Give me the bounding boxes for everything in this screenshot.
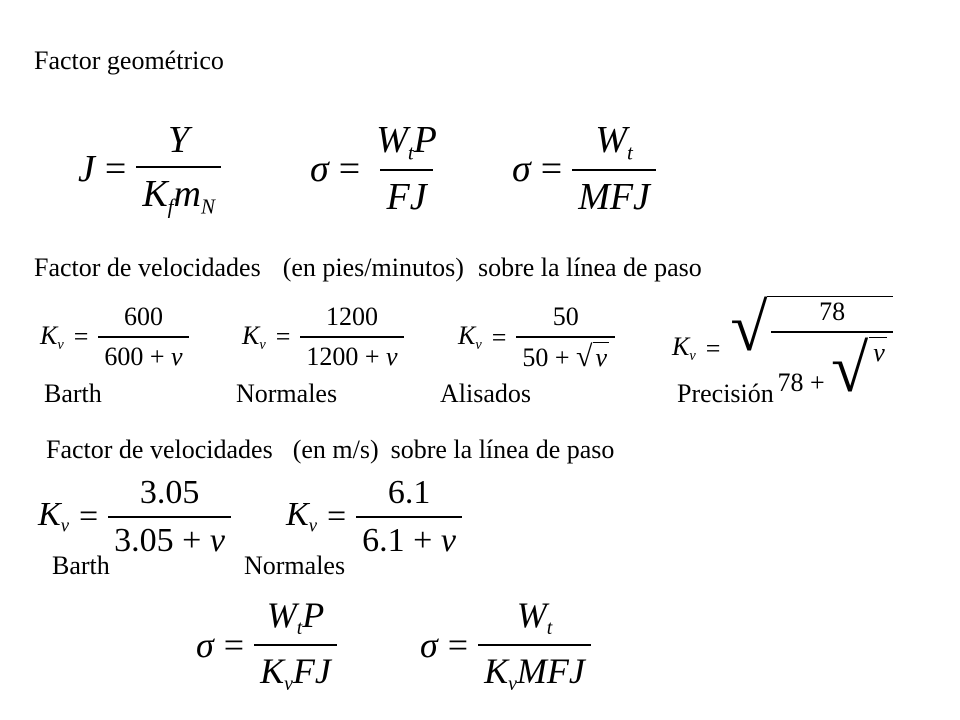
label-barth-ms: Barth xyxy=(52,551,110,580)
heading-velocity-ft-prefix: Factor de velocidades xyxy=(34,253,261,282)
alisados-ft-constant-den: 50 xyxy=(522,343,549,372)
alisados-ft-constant-num: 50 xyxy=(552,302,579,331)
normales-ft-constant-num: 1200 xyxy=(325,302,378,331)
equation-kv-normales-ft: $K_v$ = $\frac{1200}{1200 + v}$ xyxy=(242,302,404,372)
barth-ft-constant-den: 600 xyxy=(104,342,144,371)
heading-velocity-ft-suffix: sobre la línea de paso xyxy=(477,253,702,282)
heading-velocity-ms-units: (en m/s) xyxy=(292,435,379,464)
normales-ms-constant-den: 6.1 xyxy=(362,522,405,559)
label-precision-ft: Precisión xyxy=(677,379,774,408)
heading-velocity-ms-prefix: Factor de velocidades xyxy=(46,435,273,464)
equation-kv-normales-ms: $K_v$ = $\frac{6.1}{6.1 + v}$ xyxy=(286,474,462,560)
equation-sigma-wtp-fj: σ = $\frac{W_tP}{FJ}$ xyxy=(310,119,437,219)
equation-j: J = $\frac{Y}{K_fm_N}$ xyxy=(78,118,221,219)
normales-ft-constant-den: 1200 xyxy=(306,342,359,371)
barth-ms-constant-den: 3.05 xyxy=(114,522,174,559)
heading-velocity-ft xyxy=(34,255,702,281)
normales-ms-constant-num: 6.1 xyxy=(387,474,431,511)
label-barth-ft: Barth xyxy=(44,379,102,408)
precision-ft-constant-num: 78 xyxy=(819,297,846,326)
equation-kv-barth-ms: $K_v$ = $\frac{3.05}{3.05 + v}$ xyxy=(38,474,231,560)
precision-ft-constant-den: 78 xyxy=(777,368,804,397)
heading-velocity-ft-units: (en pies/minutos) xyxy=(282,253,464,282)
equation-sigma-wt-kvmfj: σ = $\frac{W_t}{K_vMFJ}$ xyxy=(420,594,591,696)
label-normales-ms: Normales xyxy=(244,551,346,580)
equation-kv-alisados-ft: $K_v$ = 50 50 + √ v xyxy=(458,302,615,373)
heading-velocity-ms-suffix: sobre la línea de paso xyxy=(390,435,615,464)
label-alisados-ft: Alisados xyxy=(440,379,531,408)
label-normales-ft: Normales xyxy=(236,379,338,408)
equation-kv-precision-ft: $K_v$ = √ 78 78 + √ v xyxy=(672,296,893,401)
barth-ft-constant-num: 600 xyxy=(123,302,163,331)
heading-geometric-factor: Factor geométrico xyxy=(34,46,224,75)
barth-ms-constant-num: 3.05 xyxy=(139,474,200,511)
equation-sigma-wt-mfj: σ = $\frac{W_t}{\text{MFJ}}$ xyxy=(512,118,656,219)
equation-sigma-wtp-kvfj: σ = $\frac{W_tP}{K_vFJ}$ xyxy=(196,594,337,696)
equation-kv-barth-ft: $K_v$ = $\frac{600}{600 + v}$ xyxy=(40,302,189,372)
heading-velocity-ms xyxy=(46,437,614,463)
